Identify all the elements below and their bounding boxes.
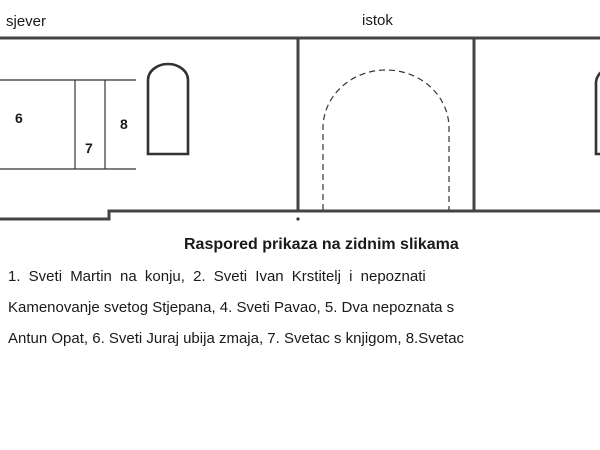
bottom-wall bbox=[0, 211, 600, 219]
dashed-arch bbox=[323, 70, 449, 210]
caption-line-3: Antun Opat, 6. Sveti Juraj ubija zmaja, 7. Svetac s knjigom, 8.Svetac bbox=[8, 330, 465, 347]
arched-window-right-partial bbox=[596, 70, 600, 154]
east-label: istok bbox=[362, 12, 393, 29]
panel-8-label: 8 bbox=[120, 116, 128, 132]
marker-dot bbox=[296, 217, 299, 220]
arched-window-left bbox=[148, 64, 188, 154]
caption-title: Raspored prikaza na zidnim slikama bbox=[184, 236, 459, 253]
north-label: sjever bbox=[6, 13, 47, 30]
caption-line-2: Kamenovanje svetog Stjepana, 4. Sveti Pavao, 5. Dva nepoznata s bbox=[8, 299, 455, 316]
caption-line-1: 1. Sveti Martin na konju, 2. Sveti Ivan Krstitelj i nepoznati bbox=[8, 268, 426, 285]
panel-7-label: 7 bbox=[85, 140, 93, 156]
panel-6-label: 6 bbox=[15, 110, 23, 126]
